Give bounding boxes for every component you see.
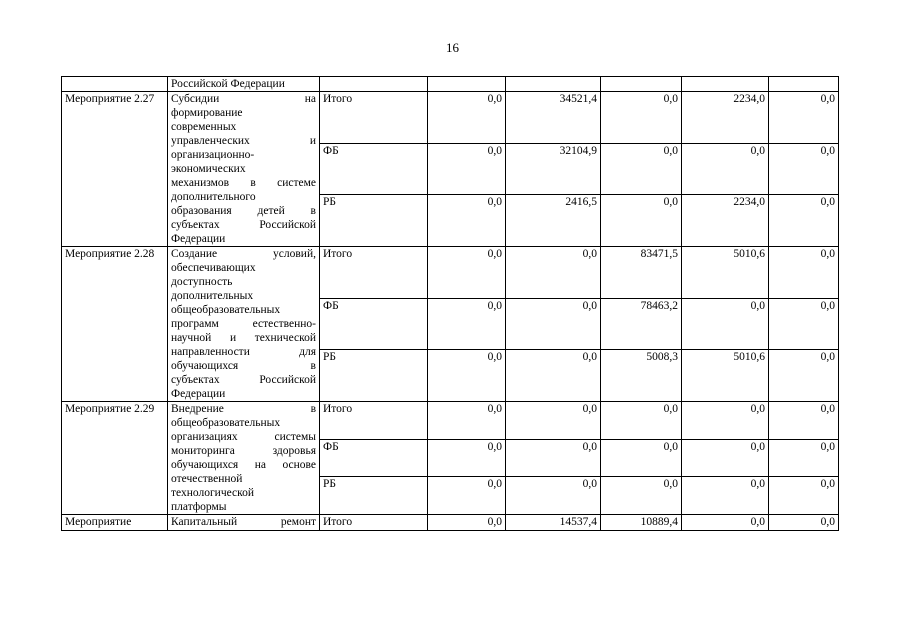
value-cell: 0,0: [506, 439, 601, 477]
description-line: Создание условий,: [171, 248, 316, 260]
value-cell: [682, 77, 769, 92]
fund-source: Итого: [320, 247, 428, 299]
description-line: программ естественно-: [171, 318, 316, 330]
description-line: направленности для: [171, 346, 316, 358]
description-line: управленческих и: [171, 135, 316, 147]
value-cell: 0,0: [428, 439, 506, 477]
description-line: Внедрение в: [171, 403, 316, 415]
value-cell: 0,0: [769, 298, 839, 350]
value-cell: 0,0: [601, 477, 682, 515]
fund-source: РБ: [320, 195, 428, 247]
description-line: мониторинга здоровья: [171, 445, 316, 457]
value-cell: 14537,4: [506, 515, 601, 531]
page-number: 16: [446, 40, 459, 55]
value-cell: 0,0: [428, 402, 506, 440]
description-line: отечественной: [171, 473, 243, 485]
budget-table: [61, 76, 839, 531]
value-cell: 0,0: [601, 143, 682, 195]
measure-description-text: [171, 247, 316, 401]
value-cell: 0,0: [601, 195, 682, 247]
value-cell: 0,0: [428, 247, 506, 299]
value-cell: 0,0: [428, 298, 506, 350]
value-cell: 0,0: [428, 350, 506, 402]
description-line: Капитальный ремонт: [171, 516, 316, 528]
value-cell: 0,0: [682, 402, 769, 440]
fund-source: Итого: [320, 402, 428, 440]
description-line: доступность: [171, 276, 233, 288]
value-cell: 0,0: [769, 92, 839, 144]
value-cell: 0,0: [682, 439, 769, 477]
description-line: технологической: [171, 487, 255, 499]
measure-description: [168, 247, 320, 402]
value-cell: 0,0: [769, 143, 839, 195]
value-cell: 2416,5: [506, 195, 601, 247]
value-cell: 0,0: [769, 439, 839, 477]
description-line: Федерации: [171, 233, 226, 245]
description-line: Субсидии на: [171, 93, 316, 105]
measure-description: [168, 515, 320, 531]
table-row: [62, 247, 839, 299]
value-cell: 0,0: [682, 477, 769, 515]
value-cell: 0,0: [769, 195, 839, 247]
description-line: общеобразовательных: [171, 304, 281, 316]
value-cell: 32104,9: [506, 143, 601, 195]
description-line: научной и технической: [171, 332, 316, 344]
description-line: образования детей в: [171, 205, 316, 217]
value-cell: 0,0: [769, 402, 839, 440]
value-cell: 0,0: [428, 92, 506, 144]
measure-description-text: [171, 402, 316, 514]
value-cell: 0,0: [682, 143, 769, 195]
measure-label: Мероприятие 2.28: [62, 247, 168, 402]
fund-source: Итого: [320, 92, 428, 144]
value-cell: 83471,5: [601, 247, 682, 299]
table-row: [62, 402, 839, 440]
description-line: Федерации: [171, 388, 226, 400]
description-line: общеобразовательных: [171, 417, 281, 429]
value-cell: 0,0: [601, 402, 682, 440]
fund-source: ФБ: [320, 439, 428, 477]
budget-table-body: [62, 77, 839, 531]
measure-label: Мероприятие 2.29: [62, 402, 168, 515]
value-cell: 34521,4: [506, 92, 601, 144]
value-cell: 0,0: [428, 195, 506, 247]
fund-cell: [320, 77, 428, 92]
continued-row: [62, 77, 839, 92]
fund-source: РБ: [320, 350, 428, 402]
description-line: механизмов в системе: [171, 177, 316, 189]
description-line: современных: [171, 121, 237, 133]
value-cell: 10889,4: [601, 515, 682, 531]
measure-description-text: [171, 92, 316, 246]
value-cell: 0,0: [428, 477, 506, 515]
value-cell: 0,0: [769, 477, 839, 515]
value-cell: 0,0: [769, 247, 839, 299]
fund-source: ФБ: [320, 143, 428, 195]
value-cell: 0,0: [428, 143, 506, 195]
value-cell: 0,0: [506, 350, 601, 402]
measure-description: [168, 92, 320, 247]
value-cell: 0,0: [682, 515, 769, 531]
value-cell: 0,0: [506, 477, 601, 515]
fund-source: Итого: [320, 515, 428, 531]
fund-source: РБ: [320, 477, 428, 515]
value-cell: 2234,0: [682, 195, 769, 247]
description-line: экономических: [171, 163, 246, 175]
fund-source: ФБ: [320, 298, 428, 350]
description-line: организационно-: [171, 149, 255, 161]
value-cell: 0,0: [506, 247, 601, 299]
value-cell: 5008,3: [601, 350, 682, 402]
event-cell: [62, 77, 168, 92]
description-line: субъектах Российской: [171, 219, 316, 231]
value-cell: 5010,6: [682, 247, 769, 299]
table-row: [62, 515, 839, 531]
value-cell: [428, 77, 506, 92]
value-cell: [506, 77, 601, 92]
measure-label: Мероприятие: [62, 515, 168, 531]
measure-description: [168, 402, 320, 515]
description-line: платформы: [171, 501, 227, 513]
value-cell: 2234,0: [682, 92, 769, 144]
description-line: дополнительных: [171, 290, 254, 302]
table-row: [62, 92, 839, 144]
value-cell: [601, 77, 682, 92]
description-line: формирование: [171, 107, 243, 119]
value-cell: 0,0: [682, 298, 769, 350]
description-line: дополнительного: [171, 191, 256, 203]
measure-label: Мероприятие 2.27: [62, 92, 168, 247]
value-cell: 0,0: [506, 402, 601, 440]
value-cell: 5010,6: [682, 350, 769, 402]
description-line: обеспечивающих: [171, 262, 256, 274]
description-line: организациях системы: [171, 431, 316, 443]
description-cell: Российской Федерации: [168, 77, 320, 92]
description-line: обучающихся на основе: [171, 459, 316, 471]
value-cell: 0,0: [506, 298, 601, 350]
value-cell: 0,0: [601, 439, 682, 477]
value-cell: 0,0: [769, 515, 839, 531]
value-cell: 0,0: [769, 350, 839, 402]
value-cell: 0,0: [428, 515, 506, 531]
value-cell: 0,0: [601, 92, 682, 144]
description-line: субъектах Российской: [171, 374, 316, 386]
value-cell: 78463,2: [601, 298, 682, 350]
description-line: обучающихся в: [171, 360, 316, 372]
value-cell: [769, 77, 839, 92]
